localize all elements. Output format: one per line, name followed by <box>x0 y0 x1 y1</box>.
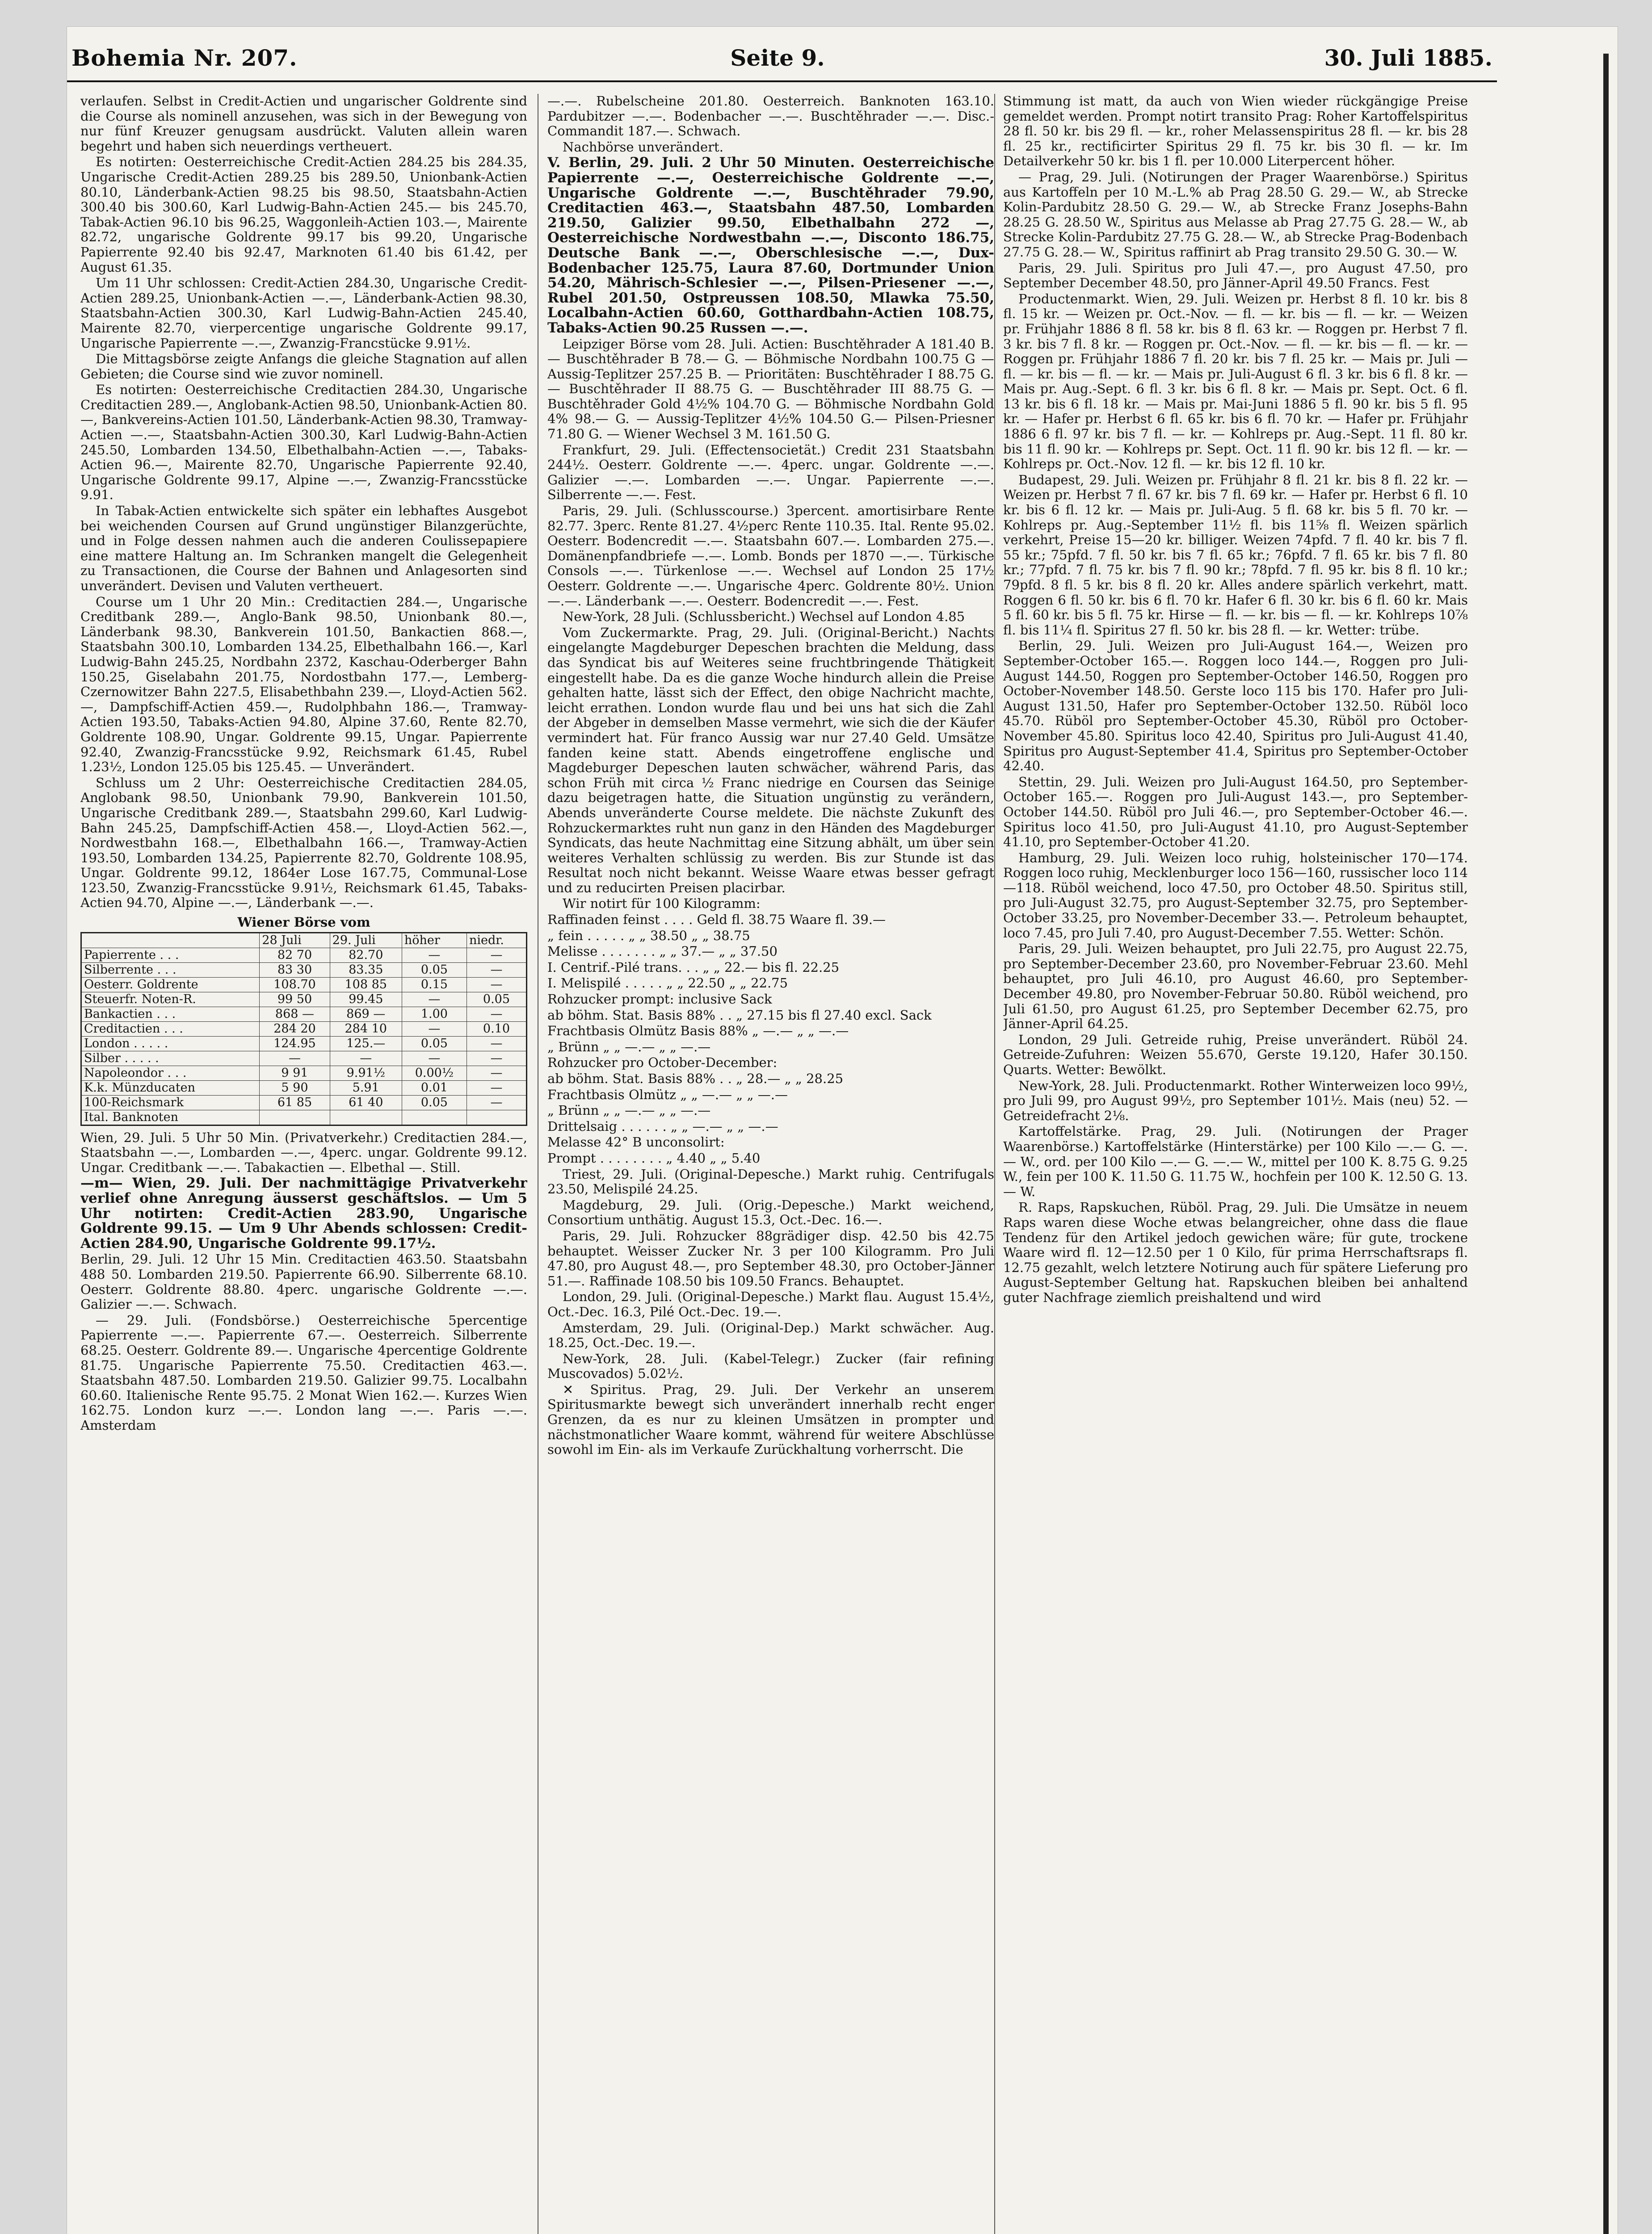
paragraph: In Tabak-Actien entwickelte sich später ein lebhaftes Ausgebot bei weichenden Coursen auf Grund ungünstiger Bilanzgerüchte, und in Folge dessen nahmen auch die anderen Coulissepapiere eine mattere Haltung an. Im Schranken mangelt die Gelegenheit zu Transactionen, die Course der Bahnen und Anlagesorten sind unverändert. Devisen und Valuten vertheuert. <box>80 503 527 593</box>
table-cell: 125.— <box>330 1036 402 1051</box>
paragraph: Stimmung ist matt, da auch von Wien wieder rückgängige Preise gemeldet werden. Prompt notirt transito Prag: Roher Kartoffelspiritus 28 fl. 50 kr. bis 29 fl. — kr., roher Melassenspiritus 28 fl. — kr. bis 28 fl. 25 kr., rectificirter Spiritus 29 fl. 75 kr. bis 30 fl. — kr. Im Detailverkehr 50 kr. bis 1 fl. per 10.000 Literpercent höher. <box>1003 94 1468 169</box>
paragraph: New-York, 28 Juli. (Schlussbericht.) Wechsel auf London 4.85 <box>563 609 965 625</box>
paragraph: I. Melispilé . . . . . „ „ 22.50 „ „ 22.75 <box>547 975 788 991</box>
table-cell: Steuerfr. Noten-R. <box>81 992 260 1007</box>
table-cell: Silber . . . . . <box>81 1051 260 1066</box>
table-header-cell: 28 Juli <box>260 932 330 948</box>
table-cell: 0.05 <box>402 962 467 977</box>
table-cell: Silberrente . . . <box>81 962 260 977</box>
table-cell: 61 40 <box>330 1095 402 1110</box>
table-cell <box>402 1110 467 1125</box>
table-cell: 82 70 <box>260 948 330 962</box>
paragraph: „ fein . . . . . „ „ 38.50 „ „ 38.75 <box>547 928 750 943</box>
paragraph: Amsterdam, 29. Juli. (Original-Dep.) Markt schwächer. Aug. 18.25, Oct.-Dec. 19.—. <box>547 1320 994 1351</box>
paragraph: —m— Wien, 29. Juli. Der nachmittägige Privatverkehr verlief ohne Anregung äusserst geschäftslos. — Um 5 Uhr notirten: Credit-Actien 283.90, Ungarische Goldrente 99.15. — Um 9 Uhr Abends schlossen: Credit-Actien 284.90, Ungarische Goldrente 99.17½. <box>80 1175 527 1251</box>
table-cell: 869 — <box>330 1007 402 1021</box>
table-cell: Napoleondor . . . <box>81 1066 260 1080</box>
paragraph: Vom Zuckermarkte. Prag, 29. Juli. (Original-Bericht.) Nachts eingelangte Magdeburger Depeschen brachten die Meldung, dass das Syndicat bis auf Weiteres seine fruchtbringende Thätigkeit eingestellt habe. Da es die ganze Woche hindurch allein die Preise gehalten hatte, lässt sich der Effect, den obige Nachricht machte, leicht errathen. London wurde flau und bei uns hat sich die Zahl der Abgeber in demselben Masse vermehrt, wie sich die der Käufer vermindert hat. Für franco Aussig war nur 27.40 Geld. Umsätze fanden keine statt. Abends eingetroffene englische und Magdeburger Depeschen lauten schwächer, während Paris, das schon Früh mit circa ½ Franc niedrige en Coursen das Seinige dazu beigetragen hatte, die Situation ungünstig zu verändern, Abends unveränderte Course meldete. Die nächste Zukunft des Rohzuckermarktes ruht nun ganz in den Händen des Magdeburger Syndicats, das heute Nachmittag eine Sitzung abhält, um über sein weiteres Verhalten schlüssig zu werden. Bis zur Stunde ist das Resultat noch nicht bekannt. Weisse Waare etwas besser gefragt und zu reducirten Preisen placirbar. <box>547 625 994 895</box>
exchange-table <box>80 932 527 1126</box>
table-row <box>81 1051 527 1066</box>
paragraph: ab böhm. Stat. Basis 88% . . „ 28.— „ „ 28.25 <box>547 1071 844 1086</box>
paragraph: Es notirten: Oesterreichische Creditactien 284.30, Ungarische Creditactien 289.—, Anglobank-Actien 98.50, Unionbank-Actien 80.—, Bankvereins-Actien 101.50, Länderbank-Actien 98.30, Tramway-Actien —.—, Staatsbahn-Actien 300.30, Karl Ludwig-Bahn-Actien 245.50, Lombarden 134.50, Elbethalbahn-Actien —.—, Tabaks-Actien 96.—, Mairente 82.70, Ungarische Papierrente 92.40, Ungarische Goldrente 99.17, Alpine —.—, Zwanzig-Francsstücke 9.91. <box>80 382 527 503</box>
table-cell: 0.01 <box>402 1080 467 1095</box>
paragraph: V. Berlin, 29. Juli. 2 Uhr 50 Minuten. Oesterreichische Papierrente —.—, Oesterreichische Goldrente —.—, Ungarische Goldrente —.—, Buschtěhrader 79.90, Creditactien 463.—, Staatsbahn 487.50, Lombarden 219.50, Galizier 99.50, Elbethalbahn 272 —, Oesterreichische Nordwestbahn —.—, Disconto 186.75, Deutsche Bank —.—, Oberschlesische —.—, Dux-Bodenbacher 125.75, Laura 87.60, Dortmunder Union 54.20, Mährisch-Schlesier —.—, Pilsen-Priesener —.—, Rubel 201.50, Ostpreussen 108.50, Mlawka 75.50, Localbahn-Actien 60.60, Gotthardbahn-Actien 108.75, Tabaks-Actien 90.25 Russen —.—. <box>547 155 994 336</box>
paragraph: Frankfurt, 29. Juli. (Effectensocietät.) Credit 231 Staatsbahn 244½. Oesterr. Goldrente —.—. 4perc. ungar. Goldrente —.—. Galizier —.—. Lombarden —.—. Ungar. Papierrente —.—. Silberrente —.—. Fest. <box>547 442 994 503</box>
paragraph: ✕ Spiritus. Prag, 29. Juli. Der Verkehr an unserem Spiritusmarkte bewegt sich unverändert innerhalb recht enger Grenzen, da es nur zu kleinen Umsätzen in prompter und nächstmonatlicher Waare kommt, während für weitere Abschlüsse sowohl im Ein- als im Verkaufe Zurückhaltung vorherrscht. Die <box>547 1382 994 1457</box>
table-cell: — <box>402 1021 467 1036</box>
table-row <box>81 1021 527 1036</box>
paragraph: Course um 1 Uhr 20 Min.: Creditactien 284.—, Ungarische Creditbank 289.—, Anglo-Bank 98.50, Unionbank 80.—, Länderbank 98.30, Bankverein 101.50, Bankactien 868.—, Staatsbahn 300.10, Lombarden 134.25, Elbethalbahn 166.—, Karl Ludwig-Bahn 245.25, Nordbahn 2372, Kaschau-Oderberger Bahn 150.25, Giselabahn 201.75, Nordostbahn 177.—, Lemberg-Czernowitzer Bahn 227.5, Elisabethbahn 239.—, Lloyd-Actien 562.—, Dampfschiff-Actien 459.—, Rudolphbahn 186.—, Tramway-Actien 193.50, Tabaks-Actien 94.80, Alpine 37.60, Rente 82.70, Goldrente 108.90, Ungar. Goldrente 99.15, Ungar. Papierrente 92.40, Zwanzig-Francsstücke 9.92, Reichsmark 61.45, Rubel 1.23½, London 125.05 bis 125.45. — Unverändert. <box>80 594 527 775</box>
paragraph: Prompt . . . . . . . . „ 4.40 „ „ 5.40 <box>547 1150 761 1166</box>
table-cell: — <box>402 992 467 1007</box>
table-row <box>81 1095 527 1110</box>
paragraph: Paris, 29. Juli. Spiritus pro Juli 47.—, pro August 47.50, pro September December 48.50, pro Jänner-April 49.50 Francs. Fest <box>1003 260 1468 291</box>
table-cell: 108 85 <box>330 977 402 992</box>
table-cell: Ital. Banknoten <box>81 1110 260 1125</box>
column-middle <box>547 94 994 2234</box>
table-cell: Oesterr. Goldrente <box>81 977 260 992</box>
paragraph: Wien, 29. Juli. 5 Uhr 50 Min. (Privatverkehr.) Creditactien 284.—, Staatsbahn —.—, Lombarden —.—, 4perc. ungar. Goldrente 99.12. Ungar. Creditbank —.—. Tabakactien —. Elbethal —. Still. <box>80 1130 527 1175</box>
table-cell: — <box>467 1051 526 1066</box>
table-row <box>81 1080 527 1095</box>
table-row <box>81 1110 527 1125</box>
paragraph: Paris, 29. Juli. Rohzucker 88grädiger disp. 42.50 bis 42.75 behauptet. Weisser Zucker Nr. 3 per 100 Kilogramm. Pro Juli 47.80, pro August 48.—, pro September 48.30, pro October-Jänner 51.—. Raffinade 108.50 bis 109.50 Francs. Behauptet. <box>547 1228 994 1289</box>
page-header <box>71 45 1492 76</box>
table-cell: — <box>260 1051 330 1066</box>
column-left-text-lower <box>80 1130 527 1433</box>
paragraph: „ Brünn „ „ —.— „ „ —.— <box>547 1103 711 1118</box>
header-publication: Bohemia Nr. 207. <box>71 45 298 71</box>
table-cell: — <box>467 1066 526 1080</box>
table-cell: 0.00½ <box>402 1066 467 1080</box>
table-cell: — <box>467 1080 526 1095</box>
paragraph: Hamburg, 29. Juli. Weizen loco ruhig, holsteinischer 170—174. Roggen loco ruhig, Mecklenburger loco 156—160, russischer loco 114—118. Rüböl weichend, loco 47.50, pro October 48.50. Spiritus still, pro Juli-August 32.75, pro August-September 32.75, pro September-October 33.25, pro November-December 33.—. Petroleum behauptet, loco 7.45, pro Juli 7.40, pro August-December 7.55. Wetter: Schön. <box>1003 850 1468 941</box>
paragraph: Paris, 29. Juli. Weizen behauptet, pro Juli 22.75, pro August 22.75, pro September-December 23.60, pro November-Februar 23.60. Mehl behauptet, pro Juli 46.10, pro August 46.60, pro September-December 49.80, pro November-Februar 50.80. Rüböl weichend, pro Juli 61.50, pro August 61.25, pro September December 62.75, pro Jänner-April 64.25. <box>1003 941 1468 1032</box>
paragraph: Rohzucker prompt: inclusive Sack <box>547 991 772 1007</box>
table-cell: K.k. Münzducaten <box>81 1080 260 1095</box>
table-cell <box>330 1110 402 1125</box>
table-cell: London . . . . . <box>81 1036 260 1051</box>
header-date: 30. Juli 1885. <box>1324 45 1492 71</box>
paragraph: — Prag, 29. Juli. (Notirungen der Prager Waarenbörse.) Spiritus aus Kartoffeln per 10 M.-L.% ab Prag 28.50 G. 29.— W., ab Strecke Kolin-Pardubitz 28.50 G. 29.— W., ab Strecke Franz Josephs-Bahn 28.25 G. 28.50 W., Spiritus aus Melasse ab Prag 27.75 G. 28.— W., ab Strecke Kolin-Pardubitz 27.75 G. 28.— W., ab Strecke Prag-Bodenbach 27.75 G. 28.— W., Spiritus raffinirt ab Prag transito 29.50 G. 30.— W. <box>1003 169 1468 260</box>
paragraph: Um 11 Uhr schlossen: Credit-Actien 284.30, Ungarische Credit-Actien 289.25, Unionbank-Actien —.—, Länderbank-Actien 98.30, Staatsbahn-Actien 300.30, Karl Ludwig-Bahn-Actien 245.40, Mairente 82.70, vierpercentige ungarische Goldrente 99.17, Ungarische Papierrente —.—, Zwanzig-Francstücke 9.91½. <box>80 275 527 351</box>
page-edge-scan-border <box>1603 54 1609 2234</box>
column-left-text <box>80 94 527 911</box>
table-row <box>81 1036 527 1051</box>
paragraph: New-York, 28. Juli. (Kabel-Telegr.) Zucker (fair refining Muscovados) 5.02½. <box>547 1351 994 1382</box>
table-header-cell <box>81 932 260 948</box>
column-left <box>80 94 527 2234</box>
table-cell <box>467 1110 526 1125</box>
paragraph: London, 29 Juli. Getreide ruhig, Preise unverändert. Rüböl 24. Getreide-Zufuhren: Weizen 55.670, Gerste 19.120, Hafer 30.150. Quarts. Wetter: Bewölkt. <box>1003 1032 1468 1077</box>
paragraph: Paris, 29. Juli. (Schlusscourse.) 3percent. amortisirbare Rente 82.77. 3perc. Rente 81.27. 4½perc Rente 110.35. Ital. Rente 95.02. Oesterr. Bodencredit —.—. Staatsbahn 607.—. Lombarden 275.—. Domänenpfandbriefe —.—. Lomb. Bonds per 1870 —.—. Türkische Consols —.—. Türkenlose —.—. Wechsel auf London 25 17½ Oesterr. Goldrente —.—. Ungarische 4perc. Goldrente 80½. Union —.—. Länderbank —.—. Oesterr. Bodencredit —.—. Fest. <box>547 503 994 609</box>
paragraph: — 29. Juli. (Fondsbörse.) Oesterreichische 5percentige Papierrente —.—. Papierrente 67.—. Oesterreich. Silberrente 68.25. Oesterr. Goldrente 89.—. Ungarische 4percentige Goldrente 81.75. Ungarische Papierrente 75.50. Creditactien 463.—. Staatsbahn 487.50. Lombarden 219.50. Galizier 99.75. Localbahn 60.60. Italienische Rente 95.75. 2 Monat Wien 162.—. Kurzes Wien 162.75. London kurz —.—. London lang —.—. Paris —.—. Amsterdam <box>80 1312 527 1433</box>
header-page-number: Seite 9. <box>730 45 825 71</box>
paragraph: Rohzucker pro October-December: <box>547 1055 778 1071</box>
column-divider <box>994 94 995 2234</box>
exchange-table-body <box>81 948 527 1125</box>
paragraph: Frachtbasis Olmütz „ „ —.— „ „ —.— <box>547 1087 788 1102</box>
table-header-cell: 29. Juli <box>330 932 402 948</box>
table-cell: Bankactien . . . <box>81 1007 260 1021</box>
table-cell: — <box>402 1051 467 1066</box>
paragraph: Drittelsaig . . . . . . „ „ —.— „ „ —.— <box>547 1118 778 1134</box>
table-cell: 61 85 <box>260 1095 330 1110</box>
paragraph: —.—. Rubelscheine 201.80. Oesterreich. Banknoten 163.10. Pardubitzer —.—. Bodenbacher —.—. Buschtěhrader —.—. Disc.-Commandit 187.—. Schwach. <box>547 94 994 139</box>
paragraph: Productenmarkt. Wien, 29. Juli. Weizen pr. Herbst 8 fl. 10 kr. bis 8 fl. 15 kr. — Weizen pr. Oct.-Nov. — fl. — kr. bis — fl. — kr. — Weizen pr. Frühjahr 1886 8 fl. 58 kr. bis 8 fl. 63 kr. — Roggen pr. Herbst 7 fl. 3 kr. bis 7 fl. 8 kr. — Roggen pr. Oct.-Nov. — fl. — kr. bis — fl. — kr. — Roggen pr. Frühjahr 1886 7 fl. 20 kr. bis 7 fl. 25 kr. — Mais pr. Juli — fl. — kr. bis — fl. — kr. — Mais pr. Juli-August 6 fl. 3 kr. bis 6 fl. 8 kr. — Mais pr. Aug.-Sept. 6 fl. 3 kr. bis 6 fl. 8 kr. — Mais pr. Sept. Oct. 6 fl. 13 kr. bis 6 fl. 18 kr. — Mais pr. Mai-Juni 1886 5 fl. 90 kr. bis 5 fl. 95 kr. — Hafer pr. Herbst 6 fl. 65 kr. bis 6 fl. 70 kr. — Hafer pr. Frühjahr 1886 6 fl. 97 kr. bis 7 fl. — kr. — Kohlreps pr. Aug.-Sept. 11 fl. 80 kr. bis 11 fl. 90 kr. — Kohlreps pr. Sept. Oct. 11 fl. 90 kr. bis 12 fl. — kr. — Kohlreps pr. Oct.-Nov. 12 fl. — kr. bis 12 fl. 10 kr. <box>1003 291 1468 472</box>
table-cell: 83.35 <box>330 962 402 977</box>
table-cell: — <box>467 1007 526 1021</box>
paragraph: Triest, 29. Juli. (Original-Depesche.) Markt ruhig. Centrifugals 23.50, Melispilé 24.25. <box>547 1166 994 1197</box>
table-row <box>81 962 527 977</box>
table-cell: — <box>402 948 467 962</box>
table-row <box>81 977 527 992</box>
table-row <box>81 992 527 1007</box>
table-cell: 868 — <box>260 1007 330 1021</box>
paragraph: Melasse 42° B unconsolirt: <box>547 1134 725 1150</box>
table-cell: 82.70 <box>330 948 402 962</box>
paragraph: Berlin, 29. Juli. Weizen pro Juli-August 164.—, Weizen pro September-October 165.—. Roggen loco 144.—, Roggen pro Juli-August 144.50, Roggen pro September-October 146.50, Roggen pro October-November 148.50. Gerste loco 115 bis 170. Hafer pro Juli-August 131.50, Hafer pro September-October 132.50. Rüböl loco 45.70. Rüböl pro September-October 45.30, Rüböl pro October-November 45.80. Spiritus loco 42.40, Spiritus pro Juli-August 41.40, Spiritus pro August-September 41.4, Spiritus pro September-October 42.40. <box>1003 638 1468 774</box>
paragraph: Budapest, 29. Juli. Weizen pr. Frühjahr 8 fl. 21 kr. bis 8 fl. 22 kr. — Weizen pr. Herbst 7 fl. 67 kr. bis 7 fl. 69 kr. — Hafer pr. Herbst 6 fl. 10 kr. bis 6 fl. 12 kr. — Mais pr. Juli-Aug. 5 fl. 68 kr. bis 5 fl. 70 kr. — Kohlreps pr. Aug.-September 11½ fl. bis 11⅝ fl. Weizen spärlich verkehrt, Preise 15—20 kr. billiger. Weizen 74pfd. 7 fl. 40 kr. bis 7 fl. 55 kr.; 75pfd. 7 fl. 50 kr. bis 7 fl. 65 kr.; 76pfd. 7 fl. 65 kr. bis 7 fl. 80 kr.; 77pfd. 7 fl. 75 kr. bis 7 fl. 90 kr.; 78pfd. 7 fl. 95 kr. bis 8 fl. 10 kr.; 79pfd. 8 fl. 5 kr. bis 8 fl. 20 kr. Alles andere spärlich verkehrt, matt. Roggen 6 fl. 50 kr. bis 6 fl. 70 kr. Hafer 6 fl. 30 kr. bis 6 fl. 60 kr. Mais 5 fl. 60 kr. bis 5 fl. 75 kr. Hirse — fl. — kr. bis — fl. — kr. Kohlreps 10⅞ fl. bis 11¼ fl. Spiritus 27 fl. 50 kr. bis 28 fl. — kr. Wetter: trübe. <box>1003 472 1468 638</box>
paragraph: Die Mittagsbörse zeigte Anfangs die gleiche Stagnation auf allen Gebieten; die Course sind wie zuvor nominell. <box>80 351 527 382</box>
table-cell: 83 30 <box>260 962 330 977</box>
table-cell: 0.05 <box>402 1095 467 1110</box>
paragraph: Berlin, 29. Juli. 12 Uhr 15 Min. Creditactien 463.50. Staatsbahn 488 50. Lombarden 219.50. Papierrente 66.90. Silberrente 68.10. Oesterr. Goldrente 88.80. 4perc. ungarische Goldrente —.—. Galizier —.—. Schwach. <box>80 1251 527 1312</box>
paragraph: ab böhm. Stat. Basis 88% . . „ 27.15 bis fl 27.40 excl. Sack <box>547 1007 932 1023</box>
table-cell: 108.70 <box>260 977 330 992</box>
paragraph: London, 29. Juli. (Original-Depesche.) Markt flau. August 15.4½, Oct.-Dec. 16.3, Pilé Oct.-Dec. 19.—. <box>547 1289 994 1319</box>
paragraph: Schluss um 2 Uhr: Oesterreichische Creditactien 284.05, Anglobank 98.50, Unionbank 79.90, Bankverein 101.50, Ungarische Creditbank 289.—, Staatsbahn 299.60, Karl Ludwig-Bahn 245.25, Dampfschiff-Actien 458.—, Lloyd-Actien 562.—, Nordwestbahn 168.—, Elbethalbahn 166.—, Tramway-Actien 193.50, Lombarden 134.25, Papierrente 82.70, Goldrente 108.95, Ungar. Goldrente 99.12, 1864er Lose 167.75, Communal-Lose 123.50, Zwanzig-Francsstücke 9.91½, Reichsmark 61.45, Tabaks-Actien 94.70, Alpine —.—, Länderbank —.—. <box>80 775 527 911</box>
table-cell: — <box>467 1095 526 1110</box>
column-right <box>1003 94 1468 2234</box>
paragraph: „ Brünn „ „ —.— „ „ —.— <box>547 1039 711 1054</box>
table-cell: 9.91½ <box>330 1066 402 1080</box>
paragraph: Frachtbasis Olmütz Basis 88% „ —.— „ „ —.— <box>547 1023 849 1039</box>
table-cell: 100-Reichsmark <box>81 1095 260 1110</box>
table-cell: Creditactien . . . <box>81 1021 260 1036</box>
table-cell: 0.05 <box>467 992 526 1007</box>
paragraph: Nachbörse unverändert. <box>563 139 723 155</box>
header-rule <box>67 80 1497 82</box>
paragraph: Stettin, 29. Juli. Weizen pro Juli-August 164.50, pro September-October 165.—. Roggen pro Juli-August 143.—, pro September-October 144.50. Rüböl pro Juli 46.—, pro September-October 46.—. Spiritus loco 41.50, pro Juli-August 41.10, pro August-September 41.10, pro September-October 41.20. <box>1003 774 1468 850</box>
table-cell: 5 90 <box>260 1080 330 1095</box>
table-cell: 9 91 <box>260 1066 330 1080</box>
paragraph: R. Raps, Rapskuchen, Rüböl. Prag, 29. Juli. Die Umsätze in neuem Raps waren diese Woche etwas belangreicher, ohne dass die flaue Tendenz für den Artikel jedoch gewichen wäre; für gute, trockene Waare wird fl. 12—12.50 per 1 0 Kilo, für prima Herrschaftsraps fl. 12.75 gezahlt, welch letztere Notirung auch für spätere Lieferung pro August-September Geltung hat. Rapskuchen bleiben bei anhaltend guter Nachfrage ziemlich preishaltend und wird <box>1003 1200 1468 1305</box>
table-cell: — <box>467 1036 526 1051</box>
table-cell: 284 20 <box>260 1021 330 1036</box>
table-cell: — <box>467 962 526 977</box>
table-cell: — <box>467 948 526 962</box>
table-cell <box>260 1110 330 1125</box>
paragraph: Leipziger Börse vom 28. Juli. Actien: Buschtěhrader A 181.40 B. — Buschtěhrader B 78.— G. — Böhmische Nordbahn 100.75 G — Aussig-Teplitzer 257.25 B. — Prioritäten: Buschtěhrader I 88.75 G. — Buschtěhrader II 88.75 G. — Buschtěhrader III 88.75 G. — Buschtěhrader Gold 4½% 104.70 G. — Böhmische Nordbahn Gold 4% 98.— G. — Aussig-Teplitzer 4½% 104.50 G.— Pilsen-Priesner 71.80 G. — Wiener Wechsel 3 M. 161.50 G. <box>547 336 994 442</box>
exchange-table-header <box>81 932 527 948</box>
paragraph: Melisse . . . . . . . „ „ 37.— „ „ 37.50 <box>547 944 778 959</box>
table-row <box>81 1007 527 1021</box>
table-header-row <box>81 932 527 948</box>
table-cell: — <box>330 1051 402 1066</box>
paragraph: verlaufen. Selbst in Credit-Actien und ungarischer Goldrente sind die Course als nominell anzusehen, was sich in der Bewegung von nur fünf Kreuzer genugsam ausdrückt. Valuten allein waren begehrt und haben sich neuerdings vertheuert. <box>80 94 527 154</box>
paragraph: Magdeburg, 29. Juli. (Orig.-Depesche.) Markt weichend, Consortium unthätig. August 15.3, Oct.-Dec. 16.—. <box>547 1197 994 1228</box>
table-cell: 0.15 <box>402 977 467 992</box>
table-header-cell: höher <box>402 932 467 948</box>
table-cell: 124.95 <box>260 1036 330 1051</box>
paragraph: Es notirten: Oesterreichische Credit-Actien 284.25 bis 284.35, Ungarische Credit-Actien 289.25 bis 289.50, Unionbank-Actien 80.10, Länderbank-Actien 98.25 bis 98.50, Staatsbahn-Actien 300.40 bis 300.60, Karl Ludwig-Bahn-Actien 245.— bis 245.70, Tabak-Actien 96.10 bis 96.25, Waggonleih-Actien 103.—, Mairente 82.72, ungarische Goldrente 99.17 bis 99.20, Ungarische Papierrente 92.40 bis 92.47, Marknoten 61.40 bis 61.42, per August 61.35. <box>80 154 527 275</box>
table-cell: 1.00 <box>402 1007 467 1021</box>
table-cell: 0.10 <box>467 1021 526 1036</box>
table-cell: 99 50 <box>260 992 330 1007</box>
table-row <box>81 1066 527 1080</box>
paragraph: Kartoffelstärke. Prag, 29. Juli. (Notirungen der Prager Waarenbörse.) Kartoffelstärke (Hinterstärke) per 100 Kilo —.— G. —.— W., ord. per 100 Kilo —.— G. —.— W., mittel per 100 K. 8.75 G. 9.25 W., fein per 100 K. 11.50 G. 11.75 W., hochfein per 100 K. 12.50 G. 13.— W. <box>1003 1124 1468 1199</box>
table-cell: 99.45 <box>330 992 402 1007</box>
table-row <box>81 948 527 962</box>
table-cell: 284 10 <box>330 1021 402 1036</box>
exchange-table-title: Wiener Börse vom <box>237 915 370 930</box>
table-cell: — <box>467 977 526 992</box>
table-cell: 5.91 <box>330 1080 402 1095</box>
paragraph: New-York, 28. Juli. Productenmarkt. Rother Winterweizen loco 99½, pro Juli 99, pro August 99½, pro September 101½. Mais (neu) 52. — Getreidefracht 2⅛. <box>1003 1078 1468 1123</box>
paragraph: I. Centrif.-Pilé trans. . . „ „ 22.— bis fl. 22.25 <box>547 959 840 975</box>
paragraph: Raffinaden feinst . . . . Geld fl. 38.75 Waare fl. 39.— <box>547 912 886 928</box>
table-header-cell: niedr. <box>467 932 526 948</box>
paragraph: Wir notirt für 100 Kilogramm: <box>563 896 761 911</box>
table-cell: Papierrente . . . <box>81 948 260 962</box>
table-cell: 0.05 <box>402 1036 467 1051</box>
